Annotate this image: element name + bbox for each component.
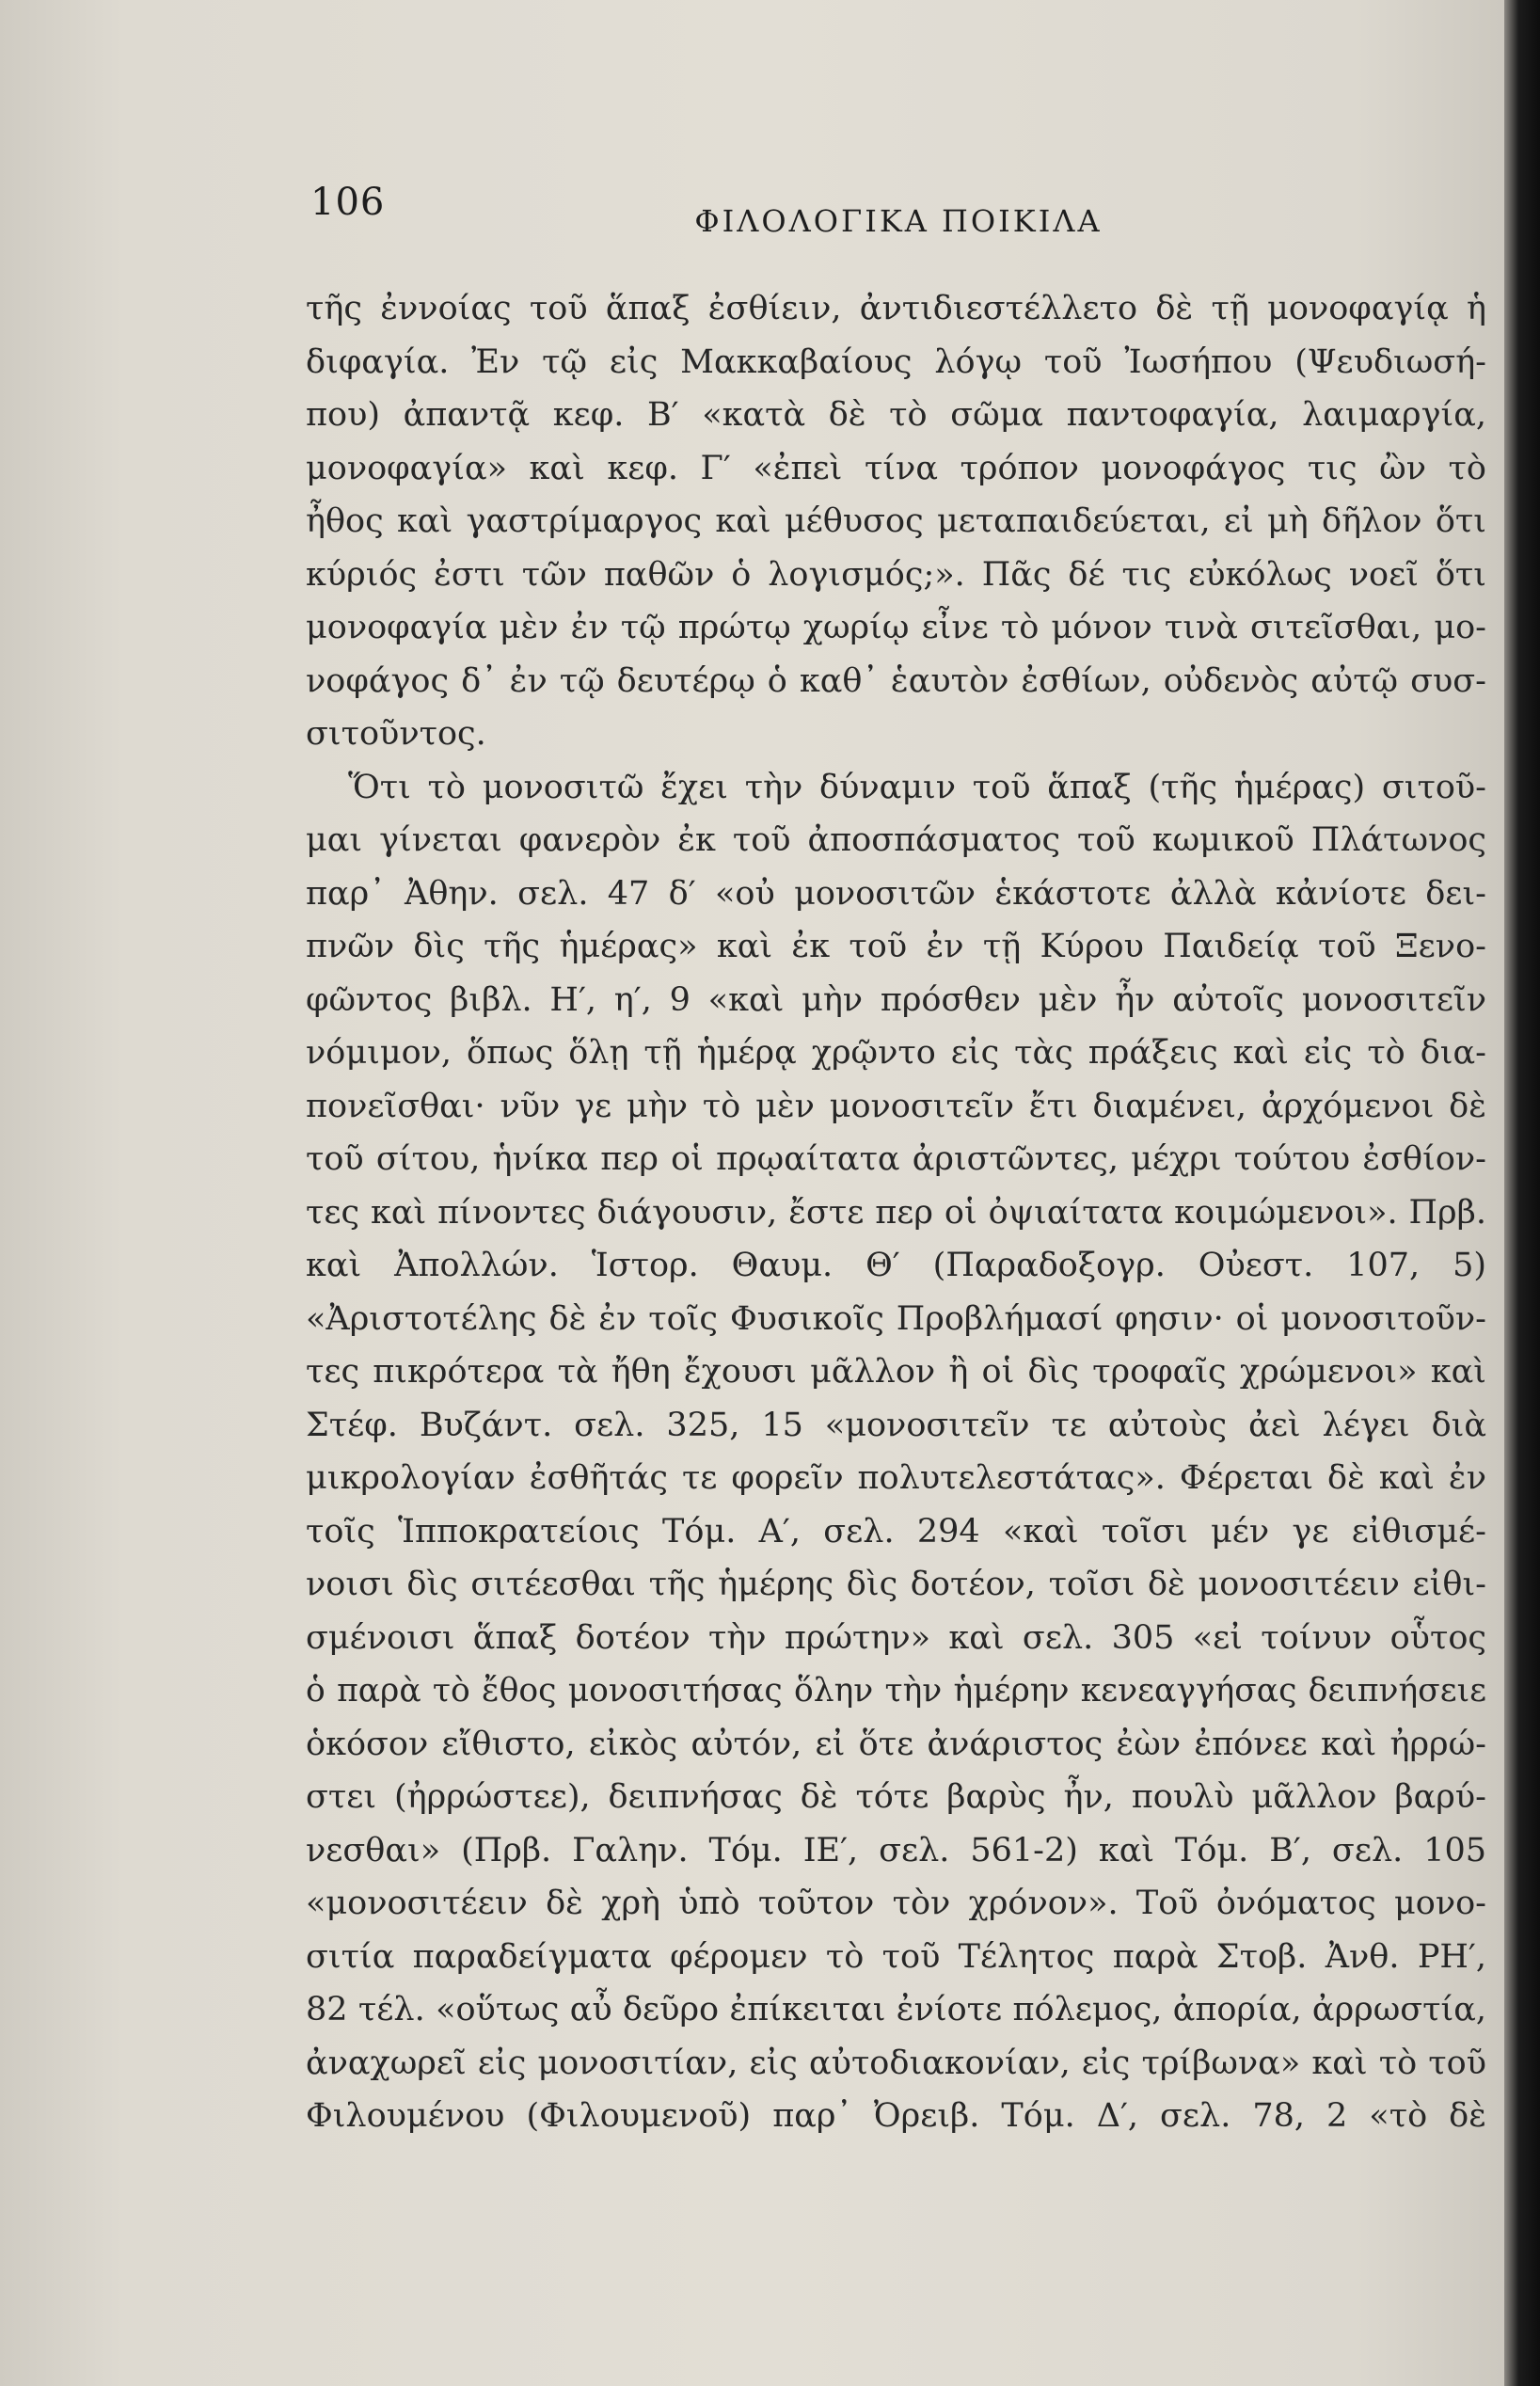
text-line: που) ἀπαντᾷ κεφ. Β′ «κατὰ δὲ τὸ σῶμα παντοφαγία, λαιμαργία, [306,396,1486,434]
text-line: στει (ἠρρώστεε), δειπνήσας δὲ τότε βαρὺς ἦν, πουλὺ μᾶλλον βαρύ- [306,1778,1486,1816]
text-line: «Ἀριστοτέλης δὲ ἐν τοῖς Φυσικοῖς Προβλήμασί φησιν· οἱ μονοσιτοῦν- [306,1299,1486,1338]
text-line: παρ᾽ Ἀθην. σελ. 47 δ′ «οὐ μονοσιτῶν ἑκάστοτε ἀλλὰ κἀνίοτε δει- [306,874,1486,913]
text-line: σιτοῦντος. [306,715,486,753]
body-text [306,282,1486,2143]
text-line: καὶ Ἀπολλών. Ἱστορ. Θαυμ. Θ′ (Παραδοξογρ. Οὐεστ. 107, 5) [306,1247,1486,1284]
text-line: ἦθος καὶ γαστρίμαργος καὶ μέθυσος μεταπαιδεύεται, εἰ μὴ δῆλον ὅτι [306,502,1486,540]
text-line: νοισι δὶς σιτέεσθαι τῆς ἡμέρης δὶς δοτέον, τοῖσι δὲ μονοσιτέειν εἰθι- [306,1566,1486,1603]
text-line: τοῦ σίτου, ἡνίκα περ οἱ πρῳαίτατα ἀριστῶντες, μέχρι τούτου ἐσθίον- [306,1140,1486,1178]
text-line: πονεῖσθαι· νῦν γε μὴν τὸ μὲν μονοσιτεῖν ἔτι διαμένει, ἀρχόμενοι δὲ [306,1087,1486,1125]
text-line: τες πικρότερα τὰ ἤθη ἔχουσι μᾶλλον ἢ οἱ δὶς τροφαῖς χρώμενοι» καὶ [306,1353,1486,1391]
text-line: νόμιμον, ὅπως ὅλῃ τῇ ἡμέρᾳ χρῷντο εἰς τὰς πράξεις καὶ εἰς τὸ δια- [306,1034,1486,1072]
text-line: σιτία παραδείγματα φέρομεν τὸ τοῦ Τέλητος παρὰ Στοβ. Ἀνθ. ΡΗ′, [306,1937,1486,1976]
text-line: 82 τέλ. «οὕτως αὖ δεῦρο ἐπίκειται ἐνίοτε πόλεμος, ἀπορία, ἀρρωστία, [306,1991,1486,2028]
text-line: ὁ παρὰ τὸ ἔθος μονοσιτήσας ὅλην τὴν ἡμέρην κενεαγγήσας δειπνήσειε [306,1672,1486,1710]
running-head [310,181,1486,247]
text-line: διφαγία. Ἐν τῷ εἰς Μακκαβαίους λόγῳ τοῦ Ἰωσήπου (Ψευδιωσή- [306,342,1486,381]
book-spine-shadow [1504,0,1540,2386]
text-line: τοῖς Ἱπποκρατείοις Τόμ. Α′, σελ. 294 «καὶ τοῖσι μέν γε εἰθισμέ- [306,1512,1486,1551]
text-line: ὁκόσον εἴθιστο, εἰκὸς αὐτόν, εἰ ὅτε ἀνάριστος ἐὼν ἐπόνεε καὶ ἠρρώ- [306,1725,1486,1763]
text-line: τες καὶ πίνοντες διάγουσιν, ἔστε περ οἱ ὀψιαίτατα κοιμώμενοι». Πρβ. [306,1193,1486,1232]
page-number: 106 [310,181,386,224]
text-line: νοφάγος δ᾽ ἐν τῷ δευτέρῳ ὁ καθ᾽ ἑαυτὸν ἐσθίων, οὐδενὸς αὐτῷ συσ- [306,661,1486,700]
text-line: κύριός ἐστι τῶν παθῶν ὁ λογισμός;». Πᾶς δέ τις εὐκόλως νοεῖ ὅτι [306,555,1486,594]
text-line: μονοφαγία μὲν ἐν τῷ πρώτῳ χωρίῳ εἶνε τὸ μόνον τινὰ σιτεῖσθαι, μο- [306,609,1486,646]
text-line: νεσθαι» (Πρβ. Γαλην. Τόμ. ΙΕ′, σελ. 561-2) καὶ Τόμ. Β′, σελ. 105 [306,1831,1486,1869]
text-line: μαι γίνεται φανερὸν ἐκ τοῦ ἀποσπάσματος τοῦ κωμικοῦ Πλάτωνος [306,821,1486,859]
text-line: ἀναχωρεῖ εἰς μονοσιτίαν, εἰς αὐτοδιακονίαν, εἰς τρίβωνα» καὶ τὸ τοῦ [306,2044,1486,2082]
text-line: Στέφ. Βυζάντ. σελ. 325, 15 «μονοσιτεῖν τε αὐτοὺς ἀεὶ λέγει διὰ [306,1406,1486,1444]
text-line: σμένοισι ἅπαξ δοτέον τὴν πρώτην» καὶ σελ. 305 «εἰ τοίνυν οὗτος [306,1618,1486,1657]
page-header-title: ΦΙΛΟΛΟΓΙΚΑ ΠΟΙΚΙΛΑ [694,203,1103,239]
text-line: μικρολογίαν ἐσθῆτάς τε φορεῖν πολυτελεστάτας». Φέρεται δὲ καὶ ἐν [306,1459,1486,1497]
text-line: Ὅτι τὸ μονοσιτῶ ἔχει τὴν δύναμιν τοῦ ἅπαξ (τῆς ἡμέρας) σιτοῦ- [348,768,1486,806]
text-line: πνῶν δὶς τῆς ἡμέρας» καὶ ἐκ τοῦ ἐν τῇ Κύρου Παιδείᾳ τοῦ Ξενο- [306,928,1486,965]
text-line: μονοφαγία» καὶ κεφ. Γ′ «ἐπεὶ τίνα τρόπον μονοφάγος τις ὢν τὸ [306,449,1486,487]
text-line: τῆς ἐννοίας τοῦ ἅπαξ ἐσθίειν, ἀντιδιεστέλλετο δὲ τῇ μονοφαγίᾳ ἡ [306,290,1486,327]
text-line: Φιλουμένου (Φιλουμενοῦ) παρ᾽ Ὀρειβ. Τόμ. Δ′, σελ. 78, 2 «τὸ δὲ [306,2097,1486,2135]
text-line: φῶντος βιβλ. Η′, η′, 9 «καὶ μὴν πρόσθεν μὲν ἦν αὐτοῖς μονοσιτεῖν [306,980,1486,1019]
text-line: «μονοσιτέειν δὲ χρὴ ὑπὸ τοῦτον τὸν χρόνον». Τοῦ ὀνόματος μονο- [306,1885,1486,1922]
